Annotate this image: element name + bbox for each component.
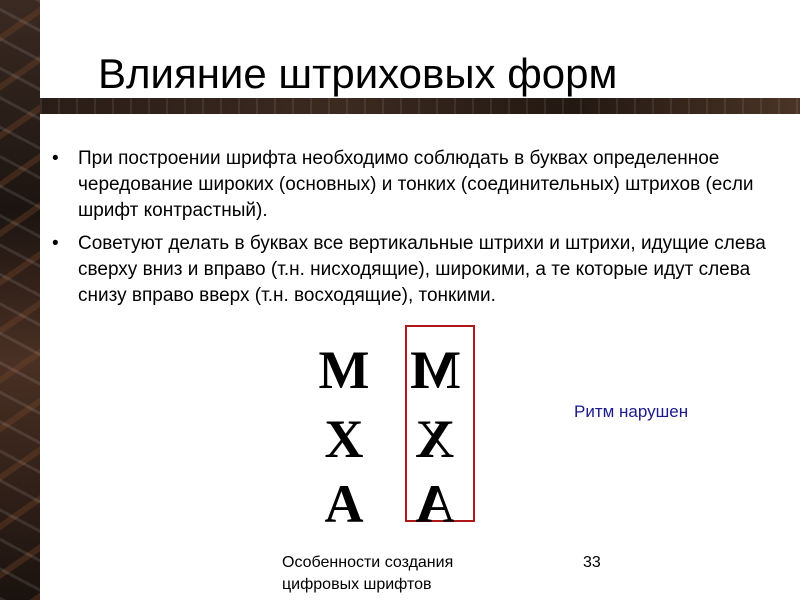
sample-letter-x-correct: Х bbox=[324, 409, 364, 469]
bullet-text: При построении шрифта необходимо соблюдать в буквах определенное чередование широких (основных) и тонких (соединительных) штрихов (если шрифт контрастный). bbox=[78, 148, 754, 221]
page-number: 33 bbox=[583, 554, 601, 571]
bullet-item bbox=[48, 146, 768, 224]
bullet-item bbox=[48, 231, 768, 309]
slide-title: Влияние штриховых форм bbox=[98, 50, 618, 97]
bullet-text: Советуют делать в буквах все вертикальные штрихи и штрихи, идущие слева сверху вниз и вправо (т.н. нисходящие), широкими, а те которые идут слева снизу вправо вверх (т.н. восходящие), тонкими. bbox=[78, 233, 766, 306]
sample-letter-m-wrong: М bbox=[409, 340, 461, 400]
sample-letter-x-wrong: Х bbox=[415, 409, 455, 469]
bullet-list bbox=[48, 146, 768, 316]
slide-footer: Особенности создания цифровых шрифтов bbox=[282, 554, 454, 593]
decorative-side-strip bbox=[0, 0, 40, 600]
bullet-marker: • bbox=[52, 233, 59, 254]
title-underline-band bbox=[40, 98, 800, 114]
sample-letter-a-wrong: А bbox=[415, 474, 455, 534]
bullet-marker: • bbox=[52, 148, 59, 169]
sample-letter-a-correct: А bbox=[324, 474, 364, 534]
rhythm-broken-label: Ритм нарушен bbox=[574, 402, 689, 421]
sample-letter-m-correct: М bbox=[318, 340, 370, 400]
